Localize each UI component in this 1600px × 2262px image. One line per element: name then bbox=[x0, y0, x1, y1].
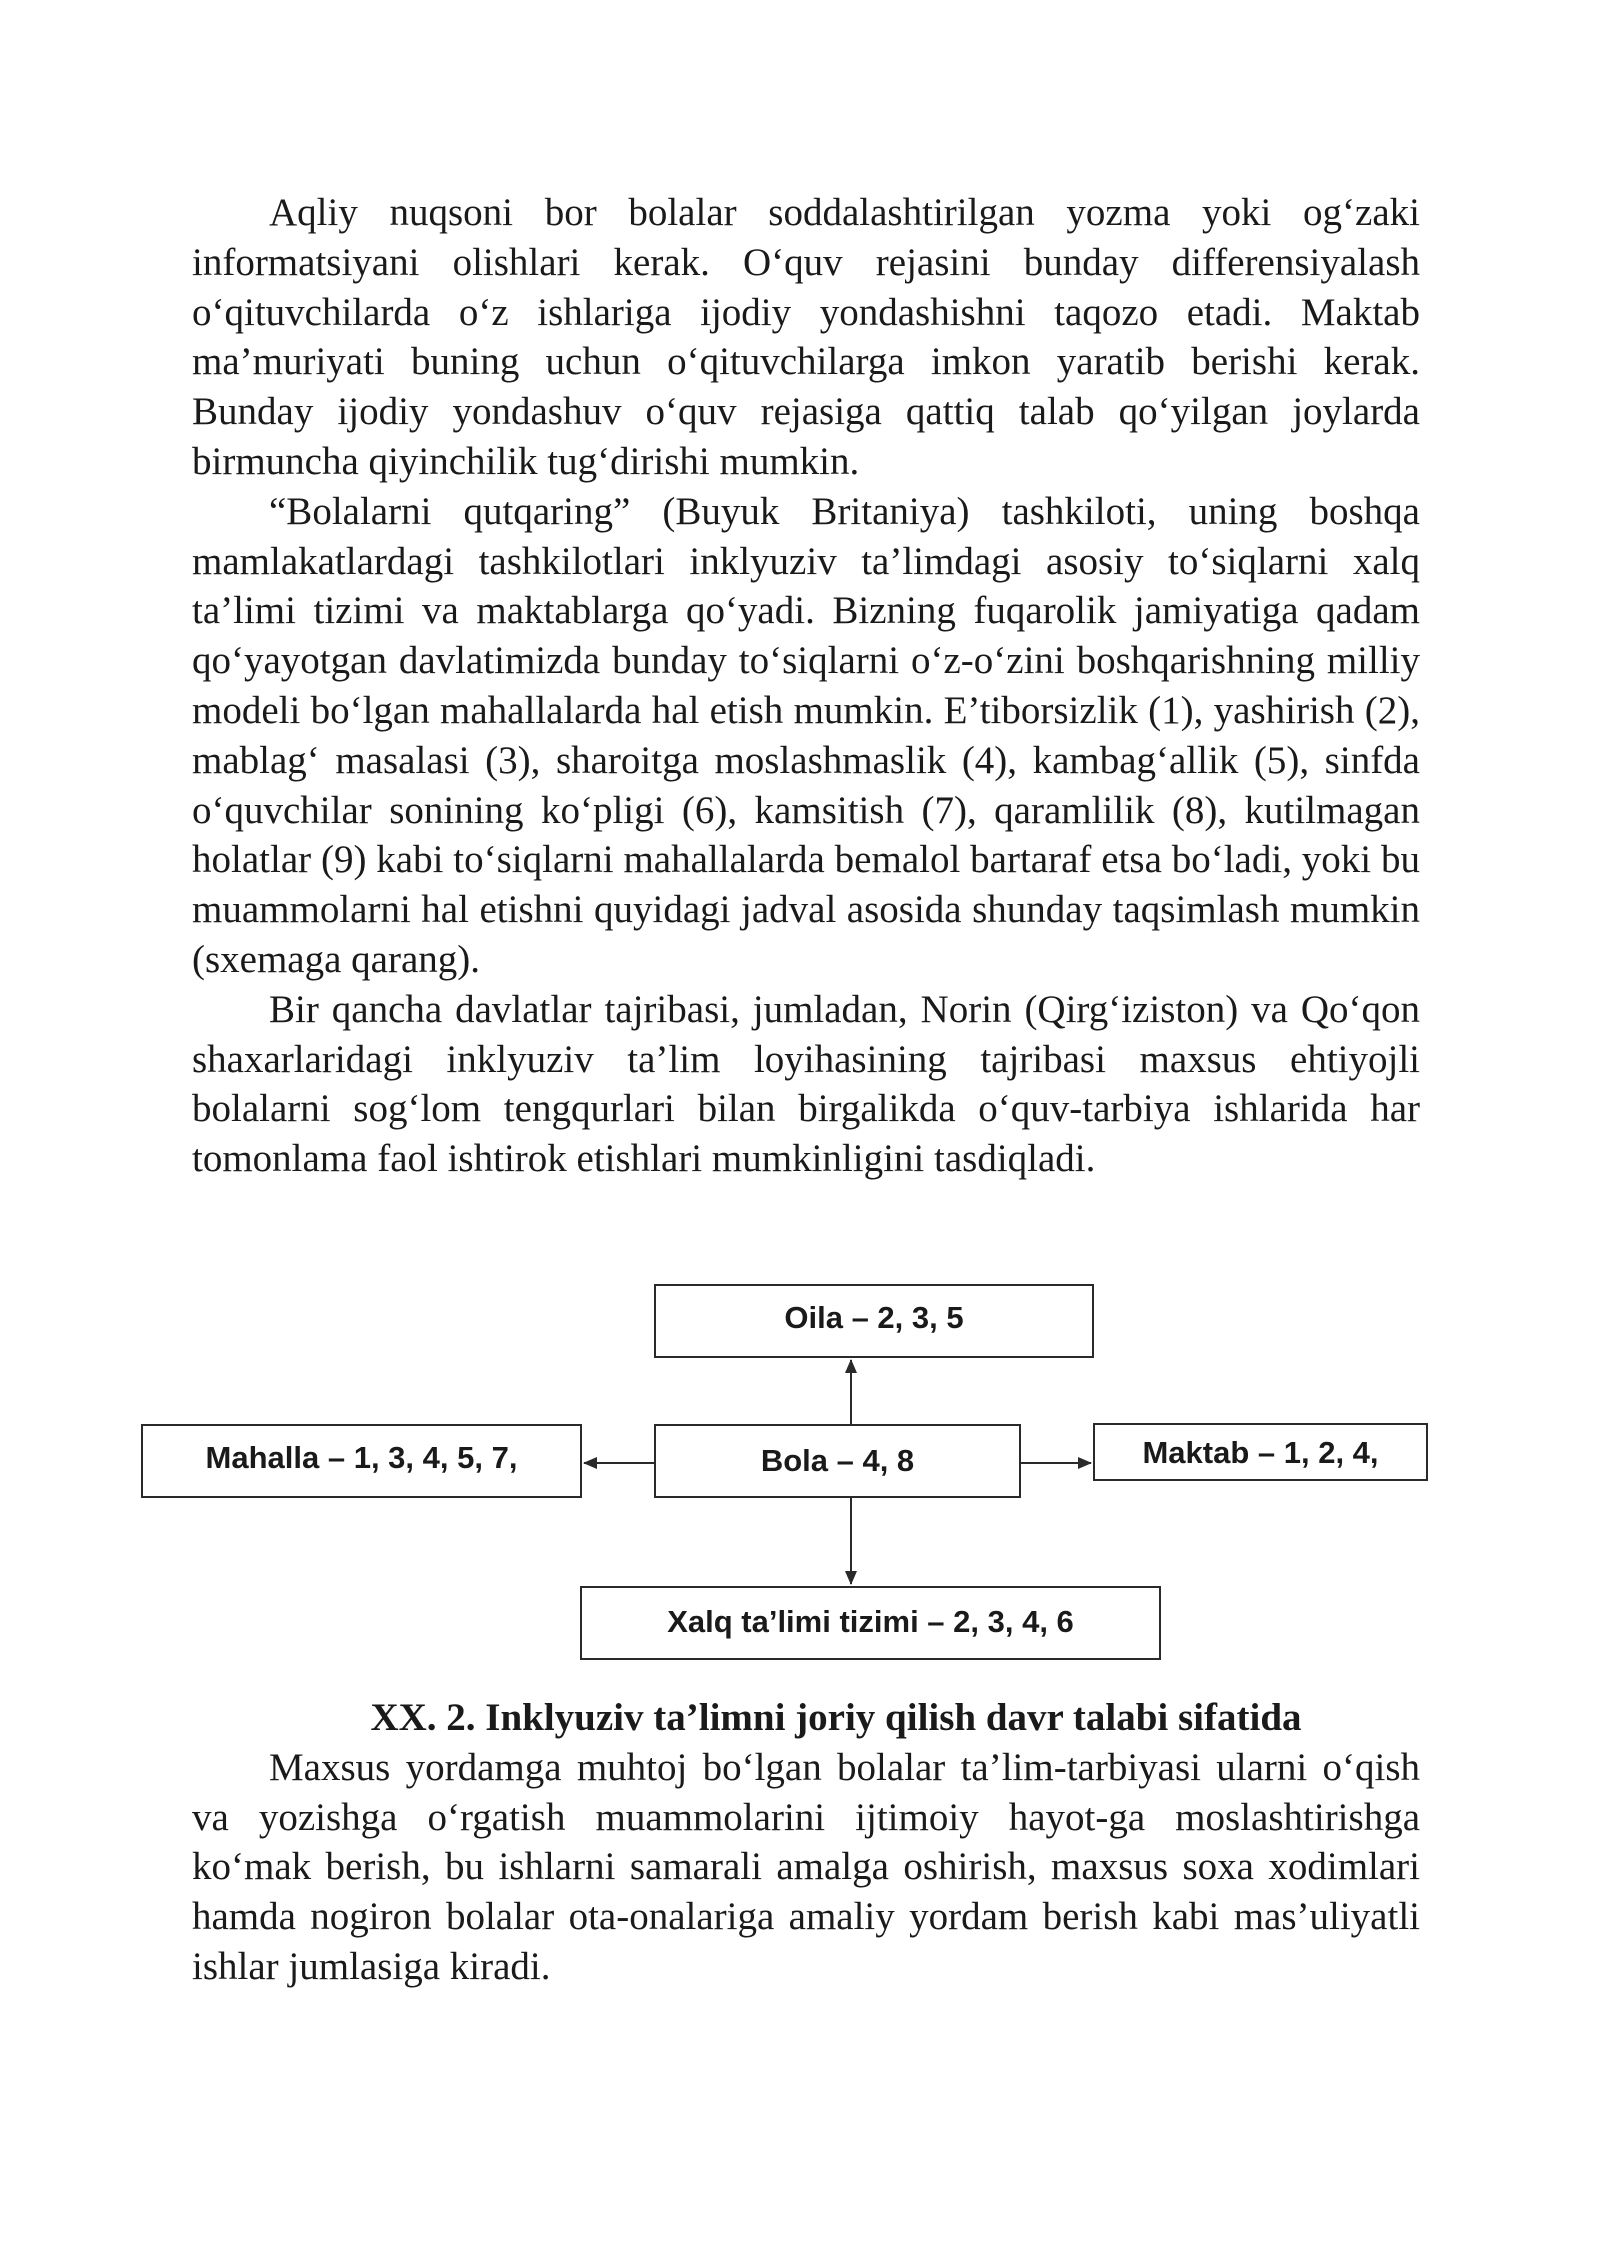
body-text-bottom bbox=[192, 1693, 1420, 1992]
paragraph-learning-disabilities: Aqliy nuqsoni bor bolalar soddalashtirilgan yozma yoki og‘zaki informatsiyani olishlari kerak. O‘quv rejasini bunday differensiyalash o‘qituvchilarda o‘z ishlariga ijodiy yondashishni taqozo etadi. Maktab ma’muriyati buning uchun o‘qituvchilarga imkon yaratib berishi kerak. Bunday ijodiy yondashuv o‘quv rejasiga qattiq talab qo‘yilgan joylarda birmuncha qiyinchilik tug‘dirishi mumkin. bbox=[192, 191, 1420, 483]
paragraph-save-the-children: “Bolalarni qutqaring” (Buyuk Britaniya) tashkiloti, uning boshqa mamlakatlardagi tashkilotlari inklyuziv ta’limdagi asosiy to‘siqlarni xalq ta’limi tizimi va maktablarga qo‘yadi. Bizning fuqarolik jamiyatiga qadam qo‘yayotgan davlatimizda bunday to‘siqlarni o‘z-o‘zini boshqarishning milliy modeli bo‘lgan mahallalarda hal etish mumkin. E’tiborsizlik (1), yashirish (2), mablag‘ masalasi (3), sharoitga moslashmaslik (4), kambag‘allik (5), sinfda o‘quvchilar sonining ko‘pligi (6), kamsitish (7), qaramlilik (8), kutilmagan holatlar (9) kabi to‘siqlarni mahallalarda bemalol bartaraf etsa bo‘ladi, yoki bu muammolarni hal etishni quyidagi jadval asosida shunday taqsimlash mumkin (sxemaga qarang). bbox=[192, 489, 1420, 981]
section-heading: XX. 2. Inklyuziv ta’limni joriy qilish davr talabi sifatida bbox=[370, 1696, 1302, 1739]
paragraph-special-needs: Maxsus yordamga muhtoj bo‘lgan bolalar ta’lim-tarbiyasi ularni o‘qish va yozishga o‘rgatish muammolarini ijtimoiy hayot-ga moslashtirishga ko‘mak berish, bu ishlarni samarali amalga oshirish, maxsus soxa xodimlari hamda nogiron bolalar ota-onalariga amaliy yordam berish kabi mas’uliyatli ishlar jumlasiga kiradi. bbox=[192, 1745, 1420, 1988]
box-oila: Oila – 2, 3, 5 bbox=[654, 1284, 1094, 1358]
body-text-top bbox=[192, 188, 1420, 1184]
box-xalq-talimi: Xalq ta’limi tizimi – 2, 3, 4, 6 bbox=[580, 1586, 1161, 1660]
box-maktab: Maktab – 1, 2, 4, bbox=[1093, 1423, 1428, 1481]
box-mahalla: Mahalla – 1, 3, 4, 5, 7, bbox=[141, 1424, 582, 1498]
box-bola: Bola – 4, 8 bbox=[654, 1424, 1021, 1498]
paragraph-country-experience: Bir qancha davlatlar tajribasi, jumladan, Norin (Qirg‘iziston) va Qo‘qon shaxarlaridagi inklyuziv ta’lim loyihasining tajribasi maxsus ehtiyojli bolalarni sog‘lom tengqurlari bilan birgalikda o‘quv-tarbiya ishlarida har tomonlama faol ishtirok etishlari mumkinligini tasdiqladi. bbox=[192, 987, 1420, 1181]
